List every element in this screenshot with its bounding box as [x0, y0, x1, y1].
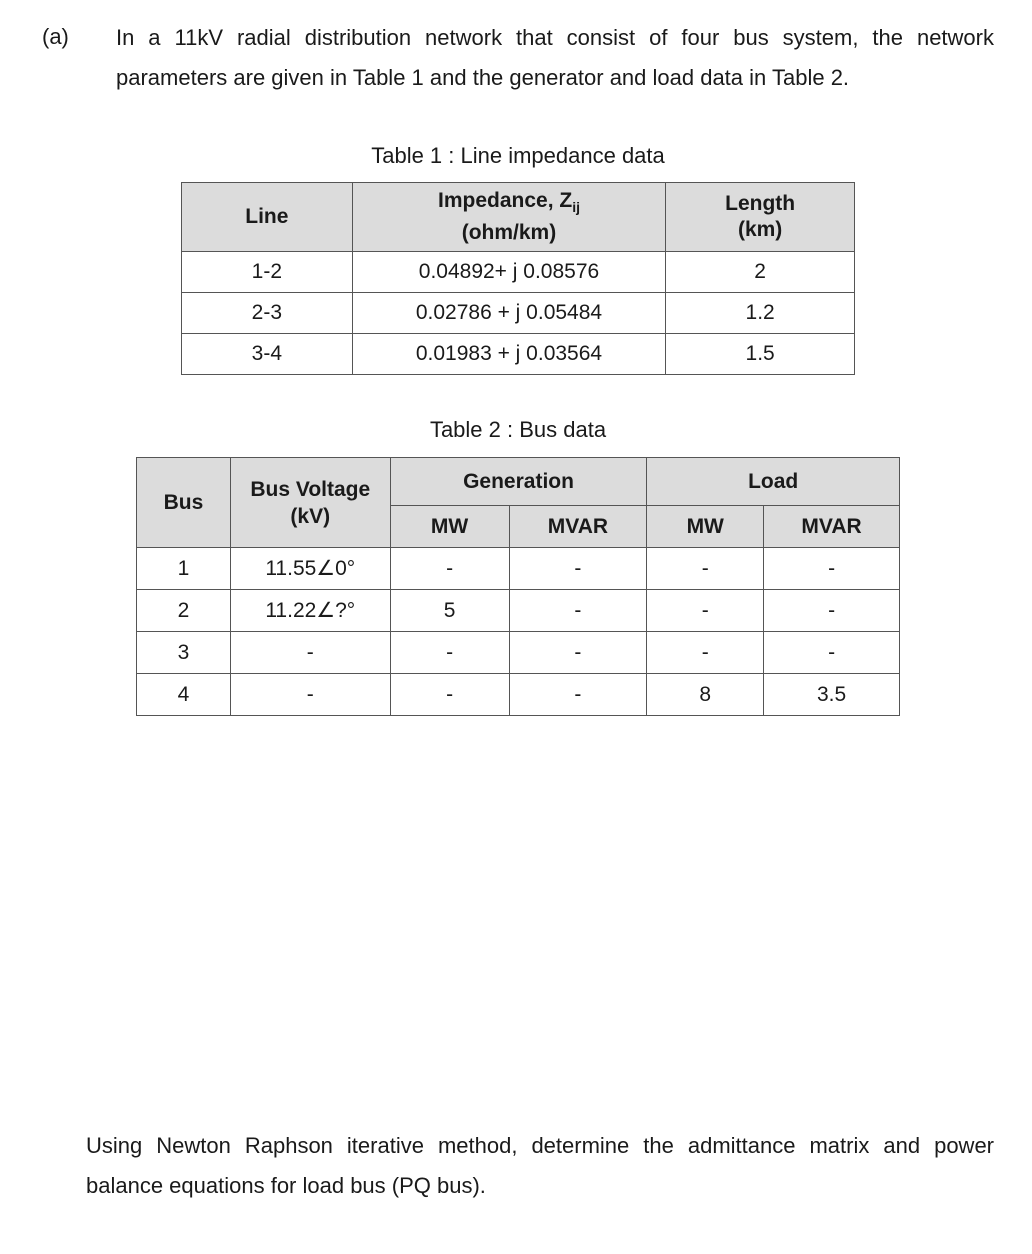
table-row	[137, 632, 900, 674]
length-cell: 2	[666, 252, 855, 293]
gen-mvar-cell: -	[509, 590, 647, 632]
gen-mw-cell: 5	[390, 590, 509, 632]
header-bus-voltage	[230, 458, 390, 548]
header-impedance	[352, 183, 666, 252]
header-voltage-text: Bus Voltage	[250, 477, 371, 501]
bus-cell: 4	[137, 674, 231, 716]
bus-cell: 1	[137, 548, 231, 590]
impedance-cell: 0.02786 + j 0.05484	[352, 293, 666, 334]
voltage-cell: -	[230, 632, 390, 674]
question-label: (a)	[42, 24, 69, 49]
question-intro: In a 11kV radial distribution network that consist of four bus system, the network parameters are given in Table 1 and the generator and load data in Table 2.	[116, 25, 994, 90]
header-impedance-text: Impedance, Z	[437, 188, 573, 212]
table-row	[137, 590, 900, 632]
gen-mw-cell: -	[390, 548, 509, 590]
header-voltage-unit: (kV)	[290, 504, 331, 528]
question-task: Using Newton Raphson iterative method, determine the admittance matrix and power balance equations for load bus (PQ bus).	[86, 1133, 994, 1198]
table-row	[137, 548, 900, 590]
bus-cell: 3	[137, 632, 231, 674]
length-cell: 1.5	[666, 334, 855, 375]
line-cell: 2-3	[182, 293, 353, 334]
header-impedance-subscript: ij	[572, 199, 580, 216]
load-mvar-cell: -	[764, 632, 900, 674]
gen-mvar-cell: -	[509, 674, 647, 716]
voltage-cell: 11.22∠?°	[230, 590, 390, 632]
header-gen-mvar: MVAR	[509, 506, 647, 548]
bus-cell: 2	[137, 590, 231, 632]
gen-mw-cell: -	[390, 632, 509, 674]
bus-data-table	[136, 457, 900, 716]
line-cell: 1-2	[182, 252, 353, 293]
header-length	[666, 183, 855, 252]
table1-caption: Table 1 : Line impedance data	[371, 143, 665, 168]
header-gen-mw: MW	[390, 506, 509, 548]
table2-caption: Table 2 : Bus data	[429, 417, 607, 442]
line-cell: 3-4	[182, 334, 353, 375]
table-row	[137, 674, 900, 716]
header-bus: Bus	[137, 458, 231, 548]
table-row	[182, 252, 855, 293]
table-row	[182, 293, 855, 334]
header-line: Line	[182, 183, 353, 252]
gen-mw-cell: -	[390, 674, 509, 716]
gen-mvar-cell: -	[509, 548, 647, 590]
table1-header-row	[182, 183, 855, 252]
header-load: Load	[647, 458, 900, 506]
header-length-text: Length	[725, 192, 796, 215]
line-impedance-table	[181, 182, 855, 375]
load-mvar-cell: 3.5	[764, 674, 900, 716]
header-length-unit: (km)	[737, 218, 783, 241]
length-cell: 1.2	[666, 293, 855, 334]
gen-mvar-cell: -	[509, 632, 647, 674]
load-mw-cell: -	[647, 590, 764, 632]
header-load-mw: MW	[647, 506, 764, 548]
load-mvar-cell: -	[764, 590, 900, 632]
voltage-cell: -	[230, 674, 390, 716]
load-mvar-cell: -	[764, 548, 900, 590]
table2-header-row	[137, 458, 900, 506]
table-row	[182, 334, 855, 375]
load-mw-cell: -	[647, 632, 764, 674]
header-impedance-unit: (ohm/km)	[461, 221, 557, 245]
impedance-cell: 0.04892+ j 0.08576	[352, 252, 666, 293]
load-mw-cell: -	[647, 548, 764, 590]
load-mw-cell: 8	[647, 674, 764, 716]
voltage-cell: 11.55∠0°	[230, 548, 390, 590]
impedance-cell: 0.01983 + j 0.03564	[352, 334, 666, 375]
header-load-mvar: MVAR	[764, 506, 900, 548]
header-generation: Generation	[390, 458, 647, 506]
